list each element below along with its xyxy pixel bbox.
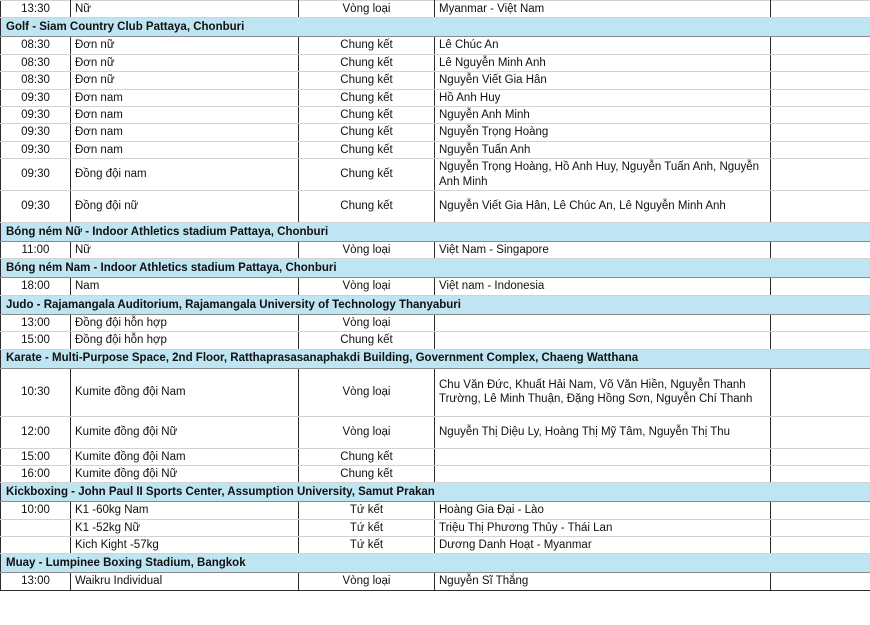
event-round-cell: Vòng loại [299,368,435,416]
event-extra-cell [771,141,870,158]
event-extra-cell [771,448,870,465]
event-athletes-cell: Việt Nam - Singapore [435,242,771,259]
event-extra-cell [771,314,870,331]
schedule-event-row [1,106,870,123]
event-athletes-cell [435,332,771,349]
event-name-cell: Nữ [71,242,299,259]
section-header-label: Muay - Lumpinee Boxing Stadium, Bangkok [1,554,870,573]
event-athletes-cell: Triệu Thị Phương Thủy - Thái Lan [435,519,771,536]
event-extra-cell [771,519,870,536]
event-round-cell: Chung kết [299,465,435,482]
schedule-event-row [1,519,870,536]
schedule-event-row [1,159,870,191]
schedule-event-row [1,54,870,71]
event-time-cell: 13:30 [1,1,71,18]
schedule-event-row [1,368,870,416]
schedule-event-row [1,242,870,259]
schedule-event-row [1,141,870,158]
schedule-event-row [1,573,870,590]
event-name-cell: Đơn nam [71,106,299,123]
event-extra-cell [771,1,870,18]
section-header-label: Bóng ném Nữ - Indoor Athletics stadium Pattaya, Chonburi [1,223,870,242]
event-name-cell: Đồng đội nữ [71,191,299,223]
event-name-cell: Đồng đội hỗn hợp [71,314,299,331]
schedule-table-body [1,1,870,591]
schedule-section-header-row [1,18,870,37]
event-time-cell: 10:00 [1,502,71,519]
event-round-cell: Chung kết [299,72,435,89]
event-athletes-cell: Hồ Anh Huy [435,89,771,106]
event-round-cell: Chung kết [299,141,435,158]
event-name-cell: Đồng đội nam [71,159,299,191]
event-time-cell: 13:00 [1,314,71,331]
event-name-cell: Kumite đồng đội Nam [71,368,299,416]
schedule-section-header-row [1,349,870,368]
event-athletes-cell: Hoàng Gia Đại - Lào [435,502,771,519]
event-extra-cell [771,191,870,223]
event-name-cell: Đơn nữ [71,54,299,71]
event-name-cell: Đơn nam [71,124,299,141]
event-extra-cell [771,37,870,54]
schedule-section-header-row [1,223,870,242]
event-extra-cell [771,502,870,519]
section-header-label: Karate - Multi-Purpose Space, 2nd Floor, Ratthaprasasanaphakdi Building, Government Complex, Chaeng Watthana [1,349,870,368]
event-time-cell: 08:30 [1,37,71,54]
event-time-cell: 09:30 [1,106,71,123]
event-time-cell: 09:30 [1,124,71,141]
event-athletes-cell: Nguyễn Anh Minh [435,106,771,123]
event-time-cell: 11:00 [1,242,71,259]
event-round-cell: Vòng loại [299,573,435,590]
event-round-cell: Chung kết [299,37,435,54]
event-extra-cell [771,573,870,590]
event-round-cell: Vòng loại [299,278,435,295]
schedule-event-row [1,124,870,141]
event-time-cell: 09:30 [1,159,71,191]
event-time-cell: 13:00 [1,573,71,590]
schedule-event-row [1,1,870,18]
event-athletes-cell: Nguyễn Trọng Hoàng [435,124,771,141]
schedule-section-header-row [1,483,870,502]
event-athletes-cell: Myanmar - Việt Nam [435,1,771,18]
event-athletes-cell [435,465,771,482]
event-name-cell: Kumite đồng đội Nam [71,448,299,465]
event-extra-cell [771,89,870,106]
schedule-event-row [1,502,870,519]
section-header-label: Kickboxing - John Paul II Sports Center, Assumption University, Samut Prakan [1,483,870,502]
schedule-section-header-row [1,554,870,573]
event-extra-cell [771,332,870,349]
event-athletes-cell: Nguyễn Trọng Hoàng, Hồ Anh Huy, Nguyễn Tuấn Anh, Nguyễn Anh Minh [435,159,771,191]
schedule-event-row [1,332,870,349]
section-header-label: Bóng ném Nam - Indoor Athletics stadium Pattaya, Chonburi [1,259,870,278]
schedule-event-row [1,537,870,554]
event-athletes-cell [435,448,771,465]
event-time-cell: 15:00 [1,448,71,465]
event-extra-cell [771,72,870,89]
event-extra-cell [771,465,870,482]
event-round-cell: Chung kết [299,332,435,349]
event-time-cell: 08:30 [1,72,71,89]
event-time-cell: 09:30 [1,89,71,106]
schedule-event-row [1,465,870,482]
event-athletes-cell: Nguyễn Viết Gia Hân [435,72,771,89]
schedule-section-header-row [1,295,870,314]
event-athletes-cell: Chu Văn Đức, Khuất Hải Nam, Võ Văn Hiền, Nguyễn Thanh Trường, Lê Minh Thuận, Đặng Hồng Sơn, Nguyễn Chí Thanh [435,368,771,416]
schedule-event-row [1,89,870,106]
schedule-event-row [1,448,870,465]
event-time-cell: 12:00 [1,416,71,448]
section-header-label: Judo - Rajamangala Auditorium, Rajamangala University of Technology Thanyaburi [1,295,870,314]
event-time-cell: 16:00 [1,465,71,482]
event-round-cell: Chung kết [299,89,435,106]
event-athletes-cell: Dương Danh Hoạt - Myanmar [435,537,771,554]
schedule-section-header-row [1,259,870,278]
event-name-cell: Kumite đồng đội Nữ [71,465,299,482]
event-extra-cell [771,159,870,191]
event-round-cell: Vòng loại [299,242,435,259]
event-round-cell: Chung kết [299,124,435,141]
event-time-cell: 09:30 [1,191,71,223]
event-athletes-cell: Nguyễn Tuấn Anh [435,141,771,158]
schedule-event-row [1,37,870,54]
event-name-cell: K1 -52kg Nữ [71,519,299,536]
event-name-cell: Kich Kight -57kg [71,537,299,554]
event-time-cell: 18:00 [1,278,71,295]
event-name-cell: Đơn nữ [71,37,299,54]
event-round-cell: Chung kết [299,159,435,191]
event-round-cell: Tứ kết [299,537,435,554]
event-time-cell [1,519,71,536]
event-round-cell: Tứ kết [299,502,435,519]
event-name-cell: Nữ [71,1,299,18]
event-round-cell: Chung kết [299,191,435,223]
schedule-event-row [1,416,870,448]
event-name-cell: Đồng đội hỗn hợp [71,332,299,349]
event-athletes-cell: Nguyễn Viết Gia Hân, Lê Chúc An, Lê Nguyễn Minh Anh [435,191,771,223]
event-round-cell: Vòng loại [299,314,435,331]
event-name-cell: Đơn nam [71,141,299,158]
event-athletes-cell: Lê Chúc An [435,37,771,54]
event-extra-cell [771,368,870,416]
schedule-event-row [1,72,870,89]
schedule-event-row [1,278,870,295]
event-round-cell: Chung kết [299,106,435,123]
event-round-cell: Vòng loại [299,416,435,448]
event-extra-cell [771,106,870,123]
event-name-cell: K1 -60kg Nam [71,502,299,519]
event-time-cell: 10:30 [1,368,71,416]
event-round-cell: Chung kết [299,448,435,465]
event-name-cell: Đơn nam [71,89,299,106]
event-name-cell: Nam [71,278,299,295]
event-time-cell: 15:00 [1,332,71,349]
event-extra-cell [771,278,870,295]
section-header-label: Golf - Siam Country Club Pattaya, Chonburi [1,18,870,37]
event-round-cell: Chung kết [299,54,435,71]
event-name-cell: Đơn nữ [71,72,299,89]
event-extra-cell [771,416,870,448]
event-extra-cell [771,124,870,141]
schedule-event-row [1,314,870,331]
event-extra-cell [771,242,870,259]
schedule-event-row [1,191,870,223]
event-round-cell: Tứ kết [299,519,435,536]
event-athletes-cell: Việt nam - Indonesia [435,278,771,295]
event-extra-cell [771,537,870,554]
event-time-cell: 08:30 [1,54,71,71]
event-name-cell: Kumite đồng đội Nữ [71,416,299,448]
event-extra-cell [771,54,870,71]
event-athletes-cell [435,314,771,331]
event-name-cell: Waikru Individual [71,573,299,590]
event-time-cell: 09:30 [1,141,71,158]
event-athletes-cell: Nguyễn Sĩ Thắng [435,573,771,590]
event-round-cell: Vòng loại [299,1,435,18]
event-athletes-cell: Nguyễn Thị Diệu Ly, Hoàng Thị Mỹ Tâm, Nguyễn Thị Thu [435,416,771,448]
event-athletes-cell: Lê Nguyễn Minh Anh [435,54,771,71]
event-time-cell [1,537,71,554]
